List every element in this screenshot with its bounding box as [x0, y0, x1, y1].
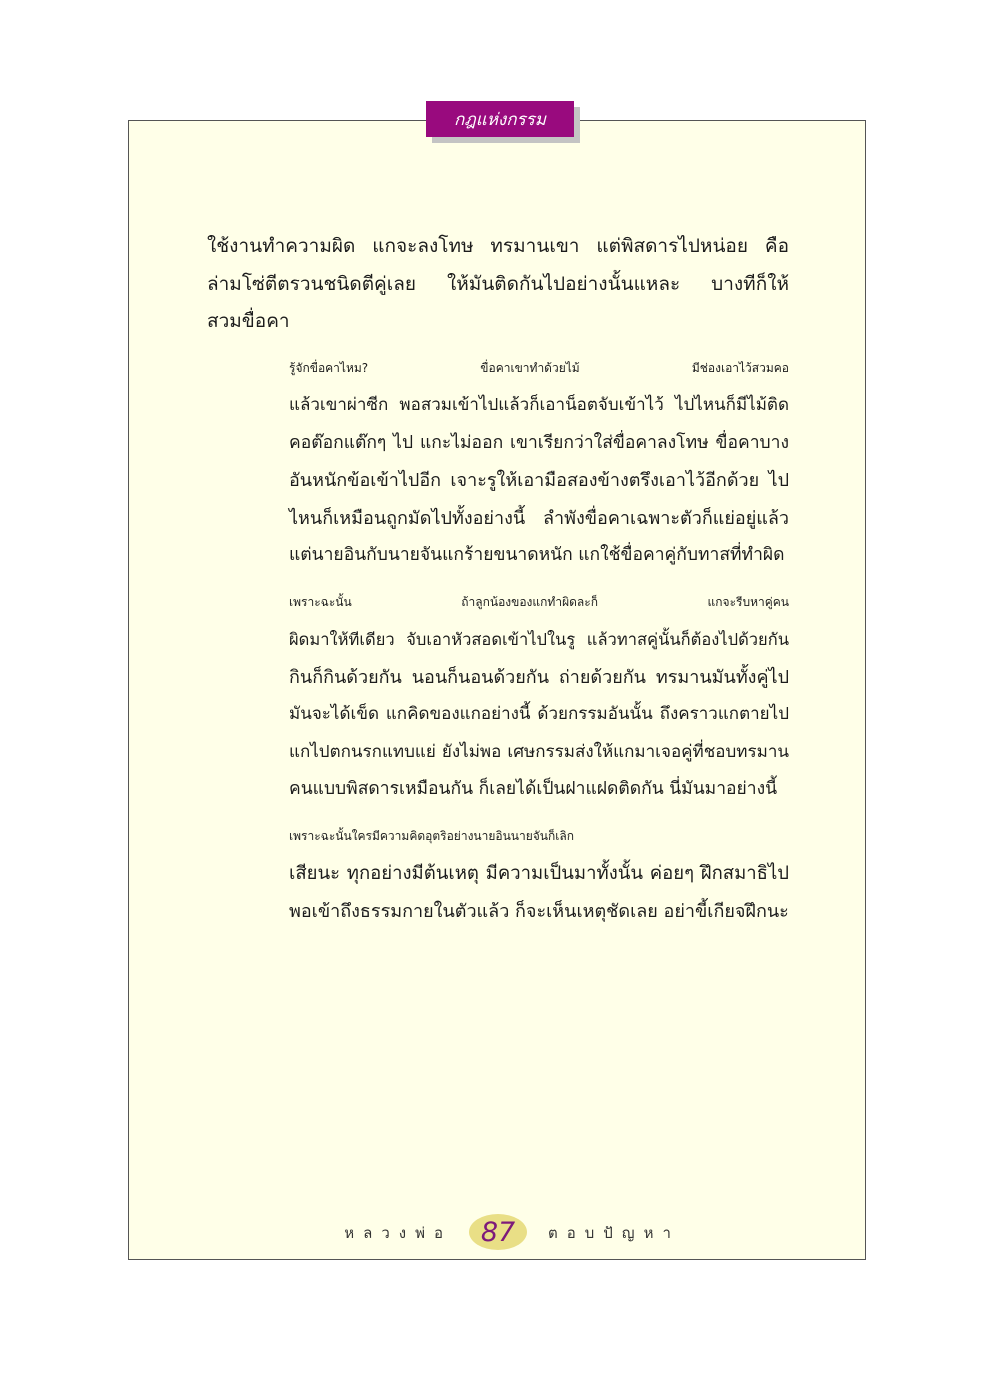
- paragraph: [207, 350, 789, 575]
- text-line: มันจะได้เข็ด แกคิดของแกอย่างนี้ ด้วยกรรมอันนั้น ถึงคราวแกตายไป: [289, 704, 789, 724]
- text-line: สวมขื่อคา: [207, 310, 290, 332]
- text-line: ใช้งานทำความผิด แกจะลงโทษ ทรมานเขา แต่พิสดารไปหน่อย คือ: [207, 235, 789, 257]
- footer-book-title-left: หลวงพ่อ: [344, 1224, 452, 1242]
- text-line: คอต๊อกแต๊กๆ ไป แกะไม่ออก เขาเรียกว่าใส่ขื่อคาลงโทษ ขื่อคาบาง: [289, 432, 789, 453]
- page-number-badge: [469, 1214, 527, 1250]
- text-line: เพราะฉะนั้น ถ้าลูกน้องของแกทำผิดละก็ แกจะรีบหาคู่คน: [289, 594, 789, 609]
- text-line: แต่นายอินกับนายจันแกร้ายขนาดหนัก แกใช้ขื่อคาคู่กับทาสที่ทำผิด: [289, 545, 785, 565]
- text-line: แกไปตกนรกแทบแย่ ยังไม่พอ เศษกรรมส่งให้แกมาเจอคู่ที่ชอบทรมาน: [289, 741, 789, 762]
- paragraph: [207, 818, 789, 931]
- paragraph: [207, 228, 789, 341]
- footer-book-title-right: ตอบปัญหา: [548, 1224, 680, 1242]
- text-line: อันหนักข้อเข้าไปอีก เจาะรูให้เอามือสองข้างตรึงเอาไว้อีกด้วย ไป: [289, 470, 789, 491]
- text-line: คนแบบพิสดารเหมือนกัน ก็เลยได้เป็นฝาแฝดติดกัน นี่มันมาอย่างนี้: [289, 779, 778, 799]
- body-text: [207, 228, 789, 939]
- paragraph: [207, 584, 789, 809]
- text-line: พอเข้าถึงธรรมกายในตัวแล้ว ก็จะเห็นเหตุชัดเลย อย่าขี้เกียจฝึกนะ: [289, 900, 789, 922]
- chapter-title-tab: [426, 101, 574, 137]
- text-line: ล่ามโซ่ตีตรวนชนิดตีคู่เลย ให้มันติดกันไปอย่างนั้นแหละ บางทีก็ให้: [207, 272, 789, 295]
- text-line: รู้จักขื่อคาไหม? ขื่อคาเขาทำด้วยไม้ มีช่องเอาไว้สวมคอ: [289, 360, 789, 375]
- text-line: เสียนะ ทุกอย่างมีต้นเหตุ มีความเป็นมาทั้งนั้น ค่อยๆ ฝึกสมาธิไป: [289, 863, 789, 884]
- chapter-title: กฎแห่งกรรม: [454, 109, 546, 130]
- text-line: ผิดมาให้ทีเดียว จับเอาหัวสอดเข้าไปในรู แล้วทาสคู่นั้นก็ต้องไปด้วยกัน: [289, 630, 789, 649]
- text-line: กินก็กินด้วยกัน นอนก็นอนด้วยกัน ถ่ายด้วยกัน ทรมานมันทั้งคู่ไป: [289, 666, 789, 688]
- text-line: เพราะฉะนั้นใครมีความคิดอุตริอย่างนายอินนายจันก็เลิก: [289, 828, 574, 843]
- page-number: 87: [480, 1216, 516, 1248]
- text-line: แล้วเขาผ่าซีก พอสวมเข้าไปแล้วก็เอาน็อตจับเข้าไว้ ไปไหนก็มีไม้ติด: [289, 395, 789, 415]
- text-line: ไหนก็เหมือนถูกมัดไปทั้งอย่างนี้ ลำพังขื่อคาเฉพาะตัวก็แย่อยู่แล้ว: [289, 507, 789, 529]
- page-footer: [0, 1212, 1000, 1252]
